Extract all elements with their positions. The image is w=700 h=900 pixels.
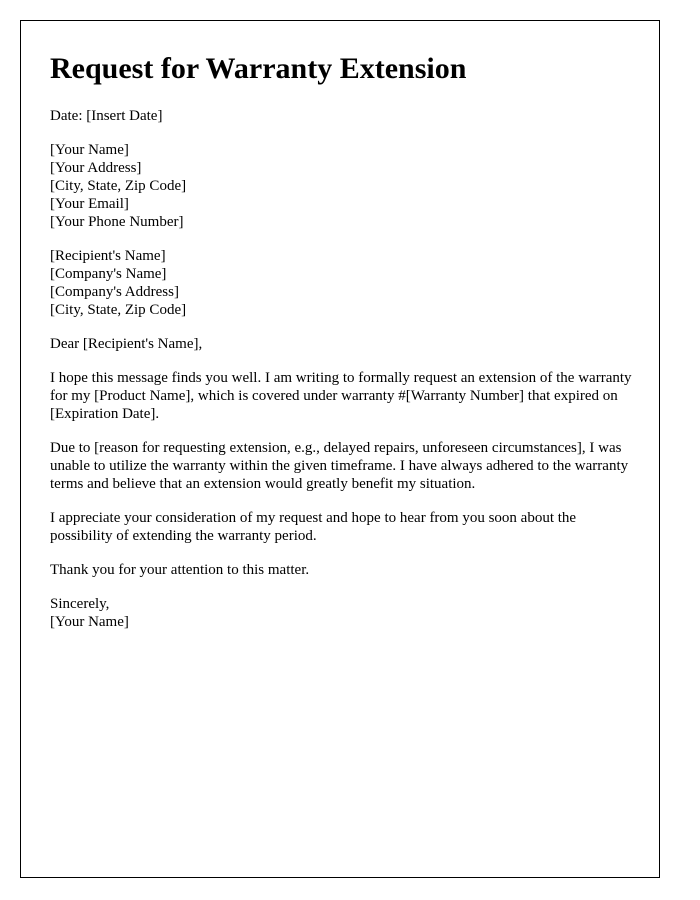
sender-city-state-zip: [City, State, Zip Code]	[50, 178, 187, 194]
body-paragraph-thanks: Thank you for your attention to this matter.	[50, 562, 310, 578]
letter-content	[50, 51, 640, 647]
recipient-city-state-zip: [City, State, Zip Code]	[50, 302, 187, 318]
letter-page	[20, 20, 660, 878]
salutation: Dear [Recipient's Name],	[50, 336, 203, 352]
sender-address: [Your Address]	[50, 160, 142, 176]
body-paragraph-request: I hope this message finds you well. I am writing to formally request an extension of the warranty for my [Product Name], which is covered under warranty #[Warranty Number] that expired on [Expiration Date].	[50, 370, 632, 422]
sender-address-block	[50, 141, 640, 231]
body-paragraph-appreciation: I appreciate your consideration of my request and hope to hear from you soon about the possibility of extending the warranty period.	[50, 510, 577, 544]
sender-email: [Your Email]	[50, 196, 129, 212]
letter-title: Request for Warranty Extension	[50, 52, 467, 85]
recipient-name: [Recipient's Name]	[50, 248, 166, 264]
recipient-company-address: [Company's Address]	[50, 284, 179, 300]
signature: [Your Name]	[50, 614, 129, 630]
sender-name: [Your Name]	[50, 142, 129, 158]
closing: Sincerely,	[50, 596, 110, 612]
letter-date: Date: [Insert Date]	[50, 108, 163, 124]
recipient-address-block	[50, 247, 640, 319]
closing-block	[50, 595, 640, 631]
body-paragraph-reason: Due to [reason for requesting extension, e.g., delayed repairs, unforeseen circumstances], I was unable to utilize the warranty within the given timeframe. I have always adhered to the warranty terms and believe that an extension would greatly benefit my situation.	[50, 440, 629, 492]
recipient-company: [Company's Name]	[50, 266, 167, 282]
sender-phone: [Your Phone Number]	[50, 214, 184, 230]
